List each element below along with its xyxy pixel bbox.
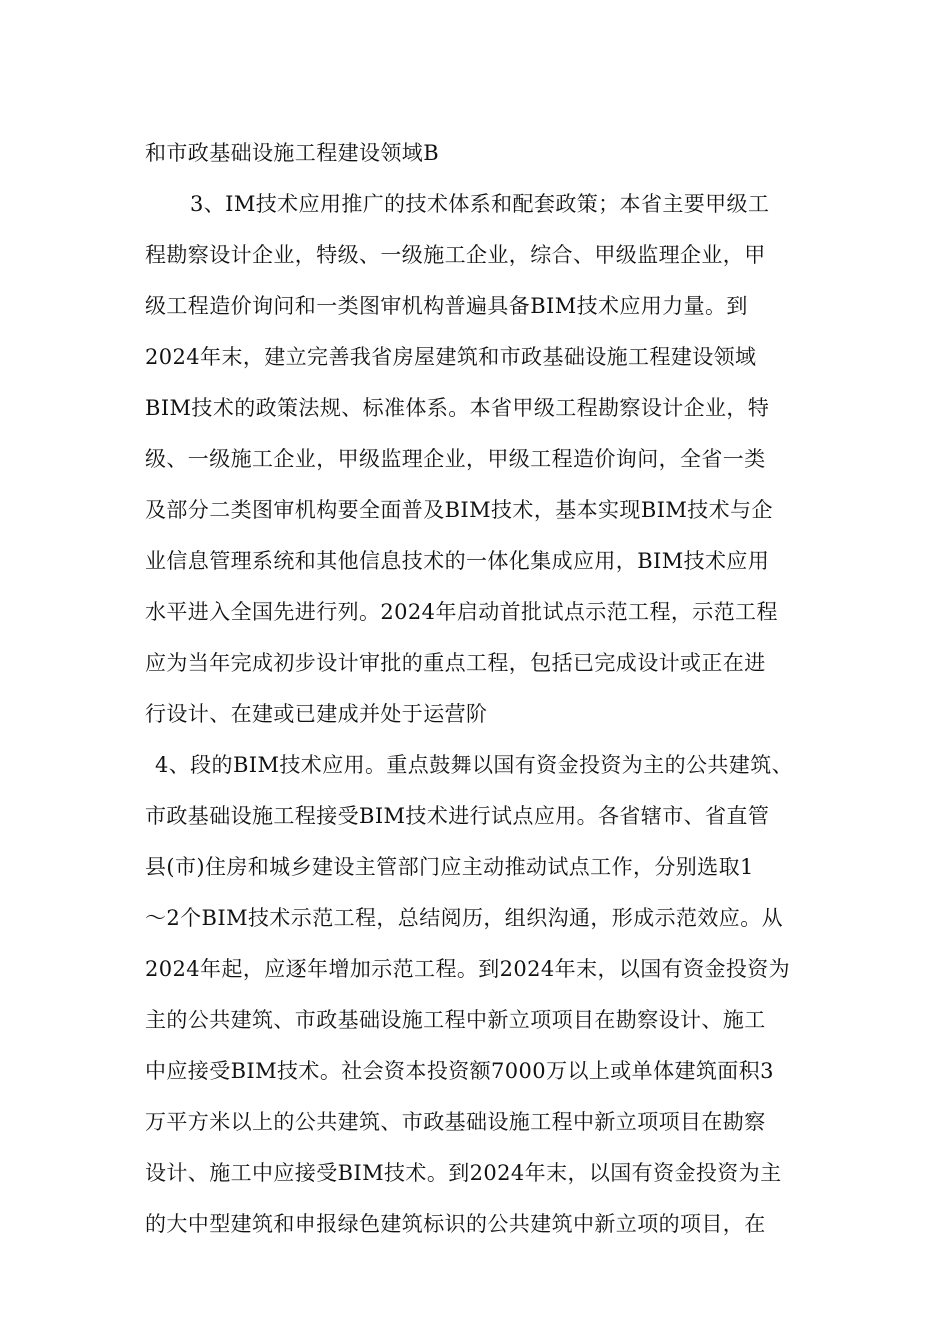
- text-line-4: 级工程造价询问和一类图审机构普遍具备BIM技术应用力量。到: [145, 294, 748, 318]
- text-line-7: 级、一级施工企业，甲级监理企业，甲级工程造价询问，全省一类: [145, 447, 766, 471]
- text-line-15: 县(市)住房和城乡建设主管部门应主动推动试点工作，分别选取1: [145, 855, 754, 879]
- text-line-8: 及部分二类图审机构要全面普及BIM技术，基本实现BIM技术与企: [145, 498, 773, 522]
- text-line-3: 程勘察设计企业，特级、一级施工企业，综合、甲级监理企业，甲: [145, 243, 766, 267]
- text-line-21: 设计、施工中应接受BIM技术。到2024年末，以国有资金投资为主: [145, 1161, 782, 1185]
- text-line-6: BIM技术的政策法规、标准体系。本省甲级工程勘察设计企业，特: [145, 396, 770, 420]
- text-line-5: 2024年末，建立完善我省房屋建筑和市政基础设施工程建设领域: [145, 345, 757, 369]
- text-line-2: 3、IM技术应用推广的技术体系和配套政策；本省主要甲级工: [190, 192, 770, 216]
- text-line-17: 2024年起，应逐年增加示范工程。到2024年末，以国有资金投资为: [145, 957, 791, 981]
- text-line-1: 和市政基础设施工程建设领域B: [145, 141, 440, 165]
- text-line-10: 水平进入全国先进行列。2024年启动首批试点示范工程，示范工程: [145, 600, 778, 624]
- text-line-9: 业信息管理系统和其他信息技术的一体化集成应用，BIM技术应用: [145, 549, 770, 573]
- text-line-12: 行设计、在建或已建成并处于运营阶: [145, 702, 488, 726]
- text-line-16: ～2个BIM技术示范工程，总结阅历，组织沟通，形成示范效应。从: [145, 906, 783, 930]
- text-line-20: 万平方米以上的公共建筑、市政基础设施工程中新立项项目在勘察: [145, 1110, 766, 1134]
- text-line-14: 市政基础设施工程接受BIM技术进行试点应用。各省辖市、省直管: [145, 804, 770, 828]
- text-line-11: 应为当年完成初步设计审批的重点工程，包括已完成设计或正在进: [145, 651, 766, 675]
- text-line-22: 的大中型建筑和申报绿色建筑标识的公共建筑中新立项的项目，在: [145, 1212, 766, 1236]
- text-line-19: 中应接受BIM技术。社会资本投资额7000万以上或单体建筑面积3: [145, 1059, 774, 1083]
- text-line-18: 主的公共建筑、市政基础设施工程中新立项项目在勘察设计、施工: [145, 1008, 766, 1032]
- text-line-13: 4、段的BIM技术应用。重点鼓舞以国有资金投资为主的公共建筑、: [155, 753, 793, 777]
